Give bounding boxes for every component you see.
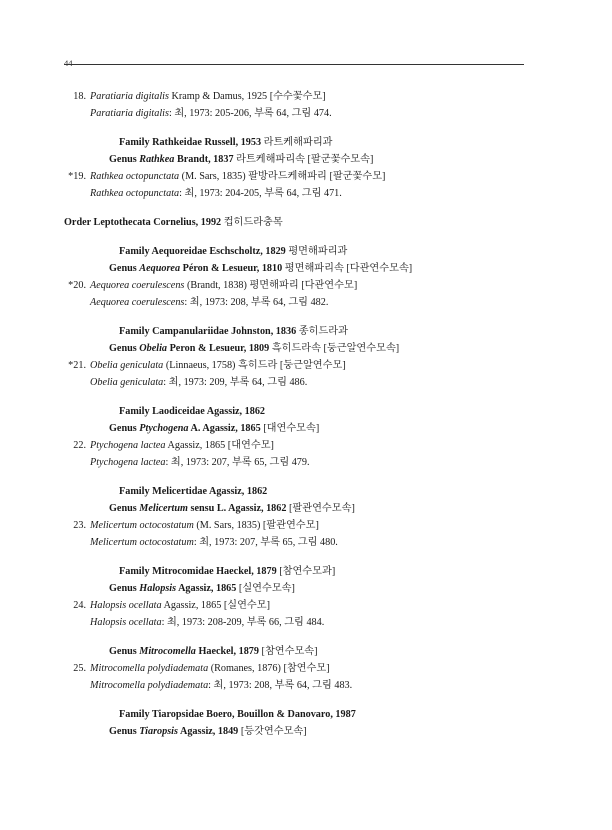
- spacer: [64, 391, 534, 403]
- genus-authority: Peron & Lesueur, 1809: [167, 343, 272, 354]
- family-korean: 라트케해파리과: [263, 137, 333, 148]
- genus-name: Rathkea: [139, 154, 175, 165]
- species-authority: (M. Sars, 1835): [179, 171, 249, 182]
- genus-name: Mitrocomella: [139, 646, 196, 657]
- genus-prefix: Genus: [109, 154, 140, 165]
- species-citation: [64, 374, 534, 391]
- genus-prefix: Genus: [109, 343, 140, 354]
- genus-prefix: Genus: [109, 423, 140, 434]
- species-entry: [64, 597, 534, 614]
- family-name: Family Melicertidae Agassiz, 1862: [119, 486, 268, 497]
- citation-name: Aequorea coerulescens: [90, 297, 185, 308]
- species-entry: [64, 168, 534, 185]
- genus-prefix: Genus: [109, 503, 140, 514]
- species-authority: (Brandt, 1838): [184, 280, 250, 291]
- genus-name: Ptychogena: [139, 423, 189, 434]
- family-name: Family Aequoreidae Eschscholtz, 1829: [119, 246, 289, 257]
- family-heading: [64, 563, 534, 580]
- family-heading: [64, 243, 534, 260]
- genus-korean: [참연수모속]: [261, 646, 318, 657]
- genus-authority: Haeckel, 1879: [195, 646, 262, 657]
- spacer: [64, 122, 534, 134]
- species-authority: (M. Sars, 1835): [193, 520, 263, 531]
- species-entry: [64, 357, 534, 374]
- citation-name: Halopsis ocellata: [90, 617, 162, 628]
- genus-authority: Brandt, 1837: [174, 154, 237, 165]
- family-heading: [64, 483, 534, 500]
- species-citation: [64, 185, 534, 202]
- citation-text: : 최, 1973: 208-209, 부록 66, 그림 484.: [161, 617, 325, 628]
- genus-korean: 흑히드라속 [둥근알연수모속]: [271, 343, 400, 354]
- species-korean: [수수꽃수모]: [269, 91, 326, 102]
- species-name: Melicertum octocostatum: [90, 520, 194, 531]
- family-heading: [64, 706, 534, 723]
- spacer: [64, 694, 534, 706]
- genus-authority: Péron & Lesueur, 1810: [180, 263, 285, 274]
- family-name: Family Tiaropsidae Boero, Bouillon & Danovaro, 1987: [119, 709, 356, 720]
- species-name: Paratiaria digitalis: [90, 91, 169, 102]
- species-number: 23.: [73, 520, 86, 531]
- species-number: 25.: [73, 663, 86, 674]
- genus-heading: [64, 151, 534, 168]
- species-entry: [64, 437, 534, 454]
- genus-heading: [64, 340, 534, 357]
- order-name: Order Leptothecata Cornelius, 1992: [64, 217, 224, 228]
- spacer: [64, 202, 534, 214]
- genus-heading: [64, 580, 534, 597]
- species-name: Ptychogena lactea: [90, 440, 166, 451]
- species-authority: (Romanes, 1876): [208, 663, 284, 674]
- genus-prefix: Genus: [109, 583, 140, 594]
- species-korean: [팔관연수모]: [262, 520, 319, 531]
- genus-prefix: Genus: [109, 726, 140, 737]
- genus-authority: Agassiz, 1865: [176, 583, 239, 594]
- spacer: [64, 631, 534, 643]
- species-entry: [64, 517, 534, 534]
- species-citation: [64, 454, 534, 471]
- genus-korean: 평면해파리속 [다관연수모속]: [284, 263, 413, 274]
- genus-heading: [64, 260, 534, 277]
- citation-text: : 최, 1973: 207, 부록 65, 그림 480.: [193, 537, 338, 548]
- spacer: [64, 471, 534, 483]
- genus-authority: A. Agassiz, 1865: [188, 423, 264, 434]
- species-number: 18.: [73, 91, 86, 102]
- genus-korean: [실연수모속]: [238, 583, 295, 594]
- genus-korean: 라트케해파리속 [팔군꽃수모속]: [236, 154, 374, 165]
- page-number: 44: [64, 58, 73, 68]
- species-entry: [64, 88, 534, 105]
- spacer: [64, 551, 534, 563]
- family-heading: [64, 323, 534, 340]
- citation-name: Ptychogena lactea: [90, 457, 166, 468]
- genus-name: Melicertum: [139, 503, 188, 514]
- genus-heading: [64, 420, 534, 437]
- order-heading: [64, 214, 534, 231]
- genus-name: Aequorea: [139, 263, 181, 274]
- species-citation: [64, 614, 534, 631]
- species-number: *19.: [68, 171, 86, 182]
- citation-text: : 최, 1973: 204-205, 부록 64, 그림 471.: [179, 188, 342, 199]
- citation-text: : 최, 1973: 208, 부록 64, 그림 483.: [208, 680, 353, 691]
- citation-name: Mitrocomella polydiademata: [90, 680, 209, 691]
- species-number: *21.: [68, 360, 86, 371]
- species-korean: 흑히드라 [둥근알연수모]: [237, 360, 346, 371]
- citation-name: Obelia geniculata: [90, 377, 164, 388]
- species-name: Mitrocomella polydiademata: [90, 663, 209, 674]
- species-korean: [실연수모]: [223, 600, 271, 611]
- species-citation: [64, 294, 534, 311]
- genus-korean: [팔관연수모속]: [289, 503, 355, 514]
- genus-heading: [64, 500, 534, 517]
- species-citation: [64, 534, 534, 551]
- species-name: Obelia geniculata: [90, 360, 164, 371]
- family-heading: [64, 403, 534, 420]
- genus-korean: [대연수모속]: [263, 423, 320, 434]
- species-number: 22.: [73, 440, 86, 451]
- spacer: [64, 311, 534, 323]
- species-citation: [64, 105, 534, 122]
- genus-authority: sensu L. Agassiz, 1862: [187, 503, 290, 514]
- genus-prefix: Genus: [109, 646, 140, 657]
- header-rule: [64, 64, 524, 65]
- genus-name: Tiaropsis: [139, 726, 178, 737]
- taxonomic-list: [64, 88, 534, 740]
- species-name: Halopsis ocellata: [90, 600, 162, 611]
- family-name: Family Campanulariidae Johnston, 1836: [119, 326, 299, 337]
- species-korean: 팔방라드케해파리 [팔군꽃수모]: [248, 171, 386, 182]
- species-authority: Agassiz, 1865: [165, 440, 228, 451]
- citation-text: : 최, 1973: 205-206, 부록 64, 그림 474.: [168, 108, 332, 119]
- species-entry: [64, 277, 534, 294]
- family-heading: [64, 134, 534, 151]
- species-entry: [64, 660, 534, 677]
- citation-name: Melicertum octocostatum: [90, 537, 194, 548]
- family-korean: [참연수모과]: [279, 566, 336, 577]
- genus-prefix: Genus: [109, 263, 140, 274]
- species-authority: Agassiz, 1865: [161, 600, 224, 611]
- citation-name: Rathkea octopunctata: [90, 188, 180, 199]
- species-number: *20.: [68, 280, 86, 291]
- species-citation: [64, 677, 534, 694]
- genus-heading: [64, 643, 534, 660]
- species-korean: [참연수모]: [283, 663, 330, 674]
- species-authority: Kramp & Damus, 1925: [168, 91, 270, 102]
- genus-heading: [64, 723, 534, 740]
- species-name: Rathkea octopunctata: [90, 171, 180, 182]
- family-name: Family Mitrocomidae Haeckel, 1879: [119, 566, 280, 577]
- genus-korean: [등갓연수모속]: [240, 726, 307, 737]
- genus-name: Obelia: [139, 343, 168, 354]
- family-name: Family Laodiceidae Agassiz, 1862: [119, 406, 266, 417]
- citation-text: : 최, 1973: 208, 부록 64, 그림 482.: [184, 297, 329, 308]
- species-authority: (Linnaeus, 1758): [163, 360, 238, 371]
- genus-authority: Agassiz, 1849: [177, 726, 241, 737]
- species-korean: 평면해파리 [다관연수모]: [249, 280, 358, 291]
- citation-text: : 최, 1973: 207, 부록 65, 그림 479.: [165, 457, 310, 468]
- species-name: Aequorea coerulescens: [90, 280, 185, 291]
- genus-name: Halopsis: [139, 583, 177, 594]
- species-korean: [대연수모]: [227, 440, 274, 451]
- order-korean: 컵히드라충목: [223, 217, 283, 228]
- family-korean: 종히드라과: [298, 326, 348, 337]
- species-number: 24.: [73, 600, 86, 611]
- citation-name: Paratiaria digitalis: [90, 108, 169, 119]
- family-korean: 평면해파리과: [288, 246, 348, 257]
- spacer: [64, 231, 534, 243]
- family-name: Family Rathkeidae Russell, 1953: [119, 137, 264, 148]
- citation-text: : 최, 1973: 209, 부록 64, 그림 486.: [163, 377, 308, 388]
